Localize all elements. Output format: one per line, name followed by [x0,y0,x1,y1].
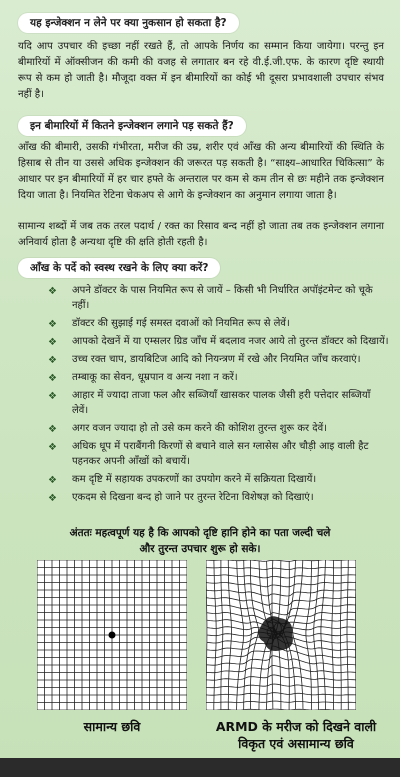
footer-bar [0,758,400,777]
dark-scotoma-blot [258,616,293,651]
list-item: ❖ एकदम से दिखना बन्द हो जाने पर तुरन्त रेटिना विशेषज्ञ को दिखाएं। [48,492,314,504]
q2-paragraph-1: आँख की बीमारी, उसकी गंभीरता, मरीज की उम्र, शरीर एवं आँख की अन्य बीमारियों की स्थिति के हिसाब से तीन या उससे अधिक इन्जेक्शन की जरूरत पड़ सकती है। “साक्ष्य–आधारित चिकित्सा” के आधार पर इन बीमारियों में हर चार हफ्ते के अन्तराल पर कम से कम तीन से छः महीने तक इन्जेक्शन दिया जाता है। नियमित रेटिना चेकअप से आगे के इन्जेक्शन का अनुमान लगाया जाता है। [18,142,384,201]
diamond-bullet-icon: ❖ [48,424,57,435]
list-item: ❖ कम दृष्टि में सहायक उपकरणों का उपयोग करने में सक्रियता दिखायें। [48,474,317,486]
heading-q1: यह इन्जेक्शन न लेने पर क्या नुकसान हो सकता है? [18,13,239,33]
conclusion-line-1: अंततः महत्वपूर्ण यह है कि आपको दृष्टि हानि होने का पता जल्दी चले [69,527,331,539]
fixation-dot [109,632,116,639]
list-item: ❖ उच्च रक्त चाप, डायबिटिज आदि को नियन्त्रण में रखे और नियमित जॉंच करवाएं। [48,354,361,366]
list-item: ❖ आहार में ज्यादा ताजा फल और सब्जियाँ खासकर पालक जैसी हरी पत्तेदार सब्जियाँ लेवें। [48,390,371,416]
tips-list [44,283,389,508]
amsler-grid-normal [37,560,187,710]
heading-q3: आँख के पर्दे को स्वस्थ रखने के लिए क्या करें? [18,258,220,278]
diamond-bullet-icon: ❖ [48,337,57,348]
diamond-bullet-icon: ❖ [48,373,57,384]
caption-armd: ARMD के मरीज को दिखने वाली विकृत एवं असामान्य छवि [215,719,377,751]
list-item: ❖ डॉक्टर की सुझाई गई समस्त दवाओं को नियमित रूप से लेवें। [48,318,290,330]
diamond-bullet-icon: ❖ [48,493,57,504]
distorted-grid-image [206,560,356,710]
amsler-grid-distorted [206,560,356,710]
diamond-bullet-icon: ❖ [48,355,57,366]
caption-normal: सामान्य छवि [83,719,141,734]
q2-paragraph-2: सामान्य शब्दों में जब तक तरल पदार्थ / रक्त का रिसाव बन्द नहीं हो जाता तब तक इन्जेक्शन लगाना अनिवार्य होता है अन्यथा दृष्टि की क्षति होती रहती है। [18,221,384,248]
diamond-bullet-icon: ❖ [48,442,57,453]
list-item: ❖ अधिक धूप में पराबैंगनी किरणों से बचाने वाले सन ग्लासेस और चौड़ी आइ वाली हैट पहनकर अपनी आँखों को बचायें। [48,441,369,467]
conclusion-line-2: और तुरन्त उपचार शुरू हो सके। [139,543,261,555]
diamond-bullet-icon: ❖ [48,286,57,297]
list-item: ❖ अगर वजन ज्यादा हो तो उसे कम करने की कोशिश तुरन्त शुरू कर देवें। [48,423,327,435]
list-item: ❖ अपने डॉक्टर के पास नियमित रूप से जायें – किसी भी निर्धारित अपॉइंटमेन्ट को चूके नहीं। [48,285,373,311]
diamond-bullet-icon: ❖ [48,475,57,486]
list-item: ❖ आपको देखनें में या एम्सलर ग्रिड जॉंच में बदलाव नजर आये तो तुरन्त डॉक्टर को दिखायें। [48,336,389,348]
normal-grid-image [37,560,187,710]
heading-q2: इन बीमारियों में कितने इन्जेक्शन लगाने पड़ सकते हैं? [18,116,246,136]
diamond-bullet-icon: ❖ [48,391,57,402]
q1-paragraph: यदि आप उपचार की इच्छा नहीं रखते हैं, तो आपके निर्णय का सम्मान किया जायेगा। परन्तु इन बीमारियों में ऑक्सीजन की कमी की वजह से लगातार बन रहे वी.ई.जी.एफ. के कारण दृष्टि स्थायी रूप से कम हो जाती है। मौजूदा वक्त में इन बीमारियों का कोई भी दूसरा प्रभावशाली उपचार संभव नहीं है। [18,41,384,100]
list-item: ❖ तम्बाकू का सेवन, धूम्रपान व अन्य नशा न करें। [48,372,238,384]
diamond-bullet-icon: ❖ [48,319,57,330]
conclusion-text [0,525,400,557]
